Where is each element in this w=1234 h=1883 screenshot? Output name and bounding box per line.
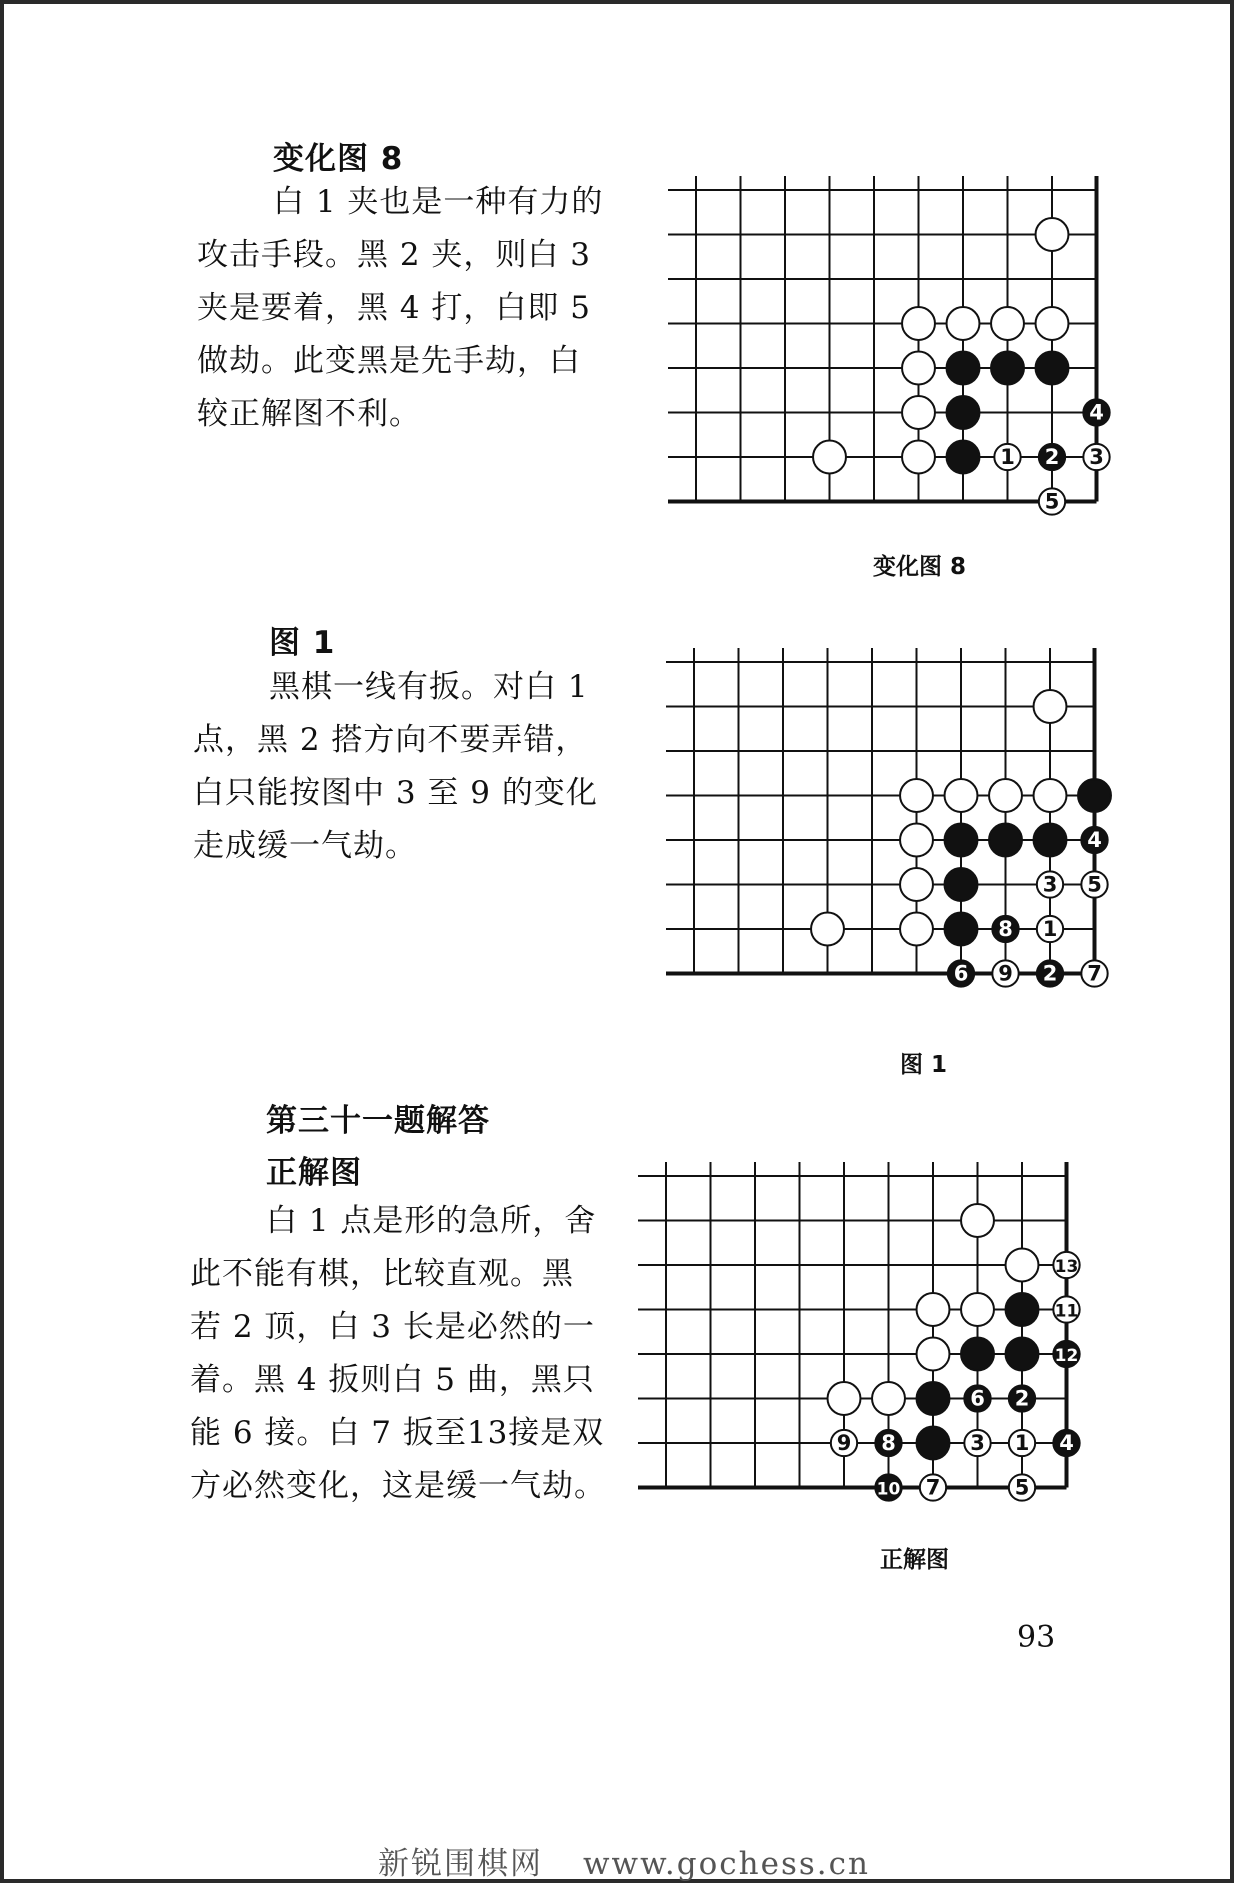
move-number-label: 1	[1000, 445, 1015, 469]
move-number-label: 6	[953, 961, 969, 986]
caption-variation-8: 变化图 8	[873, 554, 967, 580]
white-stone	[1009, 1430, 1035, 1456]
stone-circle	[917, 1293, 950, 1326]
black-stone	[1006, 1338, 1039, 1371]
move-number-label: 4	[1059, 1431, 1074, 1455]
black-stone	[875, 1474, 901, 1500]
move-number-label: 7	[925, 1475, 941, 1500]
white-stone	[917, 1293, 950, 1326]
white-stone	[964, 1430, 990, 1456]
move-number-label: 8	[881, 1431, 896, 1455]
move-number-label: 3	[970, 1431, 985, 1455]
white-stone	[961, 1293, 994, 1326]
caption-correct-solution: 正解图	[880, 1547, 949, 1573]
stone-circle	[828, 1382, 861, 1415]
move-number-label: 9	[836, 1431, 852, 1455]
text-line: 此不能有棋，比较直观。黑	[190, 1256, 574, 1292]
stone-circle	[917, 1382, 950, 1415]
heading-variation-8: 变化图 8	[273, 141, 404, 177]
stone-circle	[961, 1293, 994, 1326]
move-number-label: 11	[1054, 1301, 1079, 1322]
stone-circle	[1006, 1249, 1039, 1282]
move-number-label: 3	[1042, 872, 1058, 897]
text-line: 较正解图不利。	[197, 396, 421, 432]
text-line: 黑棋一线有扳。对白 1	[269, 669, 589, 705]
text-line: 若 2 顶，白 3 长是必然的一	[190, 1309, 595, 1345]
stone-circle	[961, 1338, 994, 1371]
text-line: 攻击手段。黑 2 夹，则白 3	[197, 237, 592, 273]
move-number-label: 2	[1044, 445, 1060, 469]
move-number-label: 2	[1042, 961, 1058, 986]
section-title: 第三十一题解答	[266, 1103, 490, 1139]
move-number-label: 9	[998, 961, 1013, 986]
footer-url: www.gochess.cn	[583, 1846, 870, 1882]
text-line: 着。黑 4 扳则白 5 曲，黑只	[190, 1362, 595, 1398]
white-stone	[1006, 1249, 1039, 1282]
black-stone	[1053, 1341, 1079, 1367]
move-number-label: 12	[1054, 1346, 1079, 1366]
move-number-label: 1	[1042, 917, 1058, 941]
move-number-label: 5	[1014, 1475, 1030, 1500]
white-stone	[831, 1430, 857, 1456]
black-stone	[964, 1385, 990, 1411]
move-number-label: 2	[1014, 1386, 1030, 1411]
text-line: 夹是要着，黑 4 打，白即 5	[197, 290, 592, 326]
white-stone	[1053, 1252, 1079, 1278]
move-number-label: 7	[1087, 961, 1102, 986]
white-stone	[961, 1204, 994, 1237]
stone-circle	[917, 1338, 950, 1371]
stone-circle	[1006, 1293, 1039, 1326]
page-number: 93	[1017, 1620, 1056, 1655]
text-line: 走成缓一气劫。	[193, 828, 417, 864]
move-number-label: 5	[1044, 489, 1060, 514]
move-number-label: 5	[1087, 872, 1102, 897]
heading-figure-1: 图 1	[269, 625, 336, 661]
caption-figure-1: 图 1	[900, 1052, 948, 1078]
stone-circle	[872, 1382, 905, 1415]
move-number-label: 1	[1014, 1431, 1030, 1455]
white-stone	[917, 1338, 950, 1371]
text-line: 方必然变化，这是缓一气劫。	[190, 1468, 606, 1504]
move-number-label: 8	[998, 917, 1013, 941]
heading-correct-solution: 正解图	[266, 1155, 362, 1191]
white-stone	[828, 1382, 861, 1415]
text-line: 点，黑 2 搭方向不要弄错，	[193, 722, 588, 758]
text-line: 白 1 点是形的急所，舍	[266, 1203, 597, 1239]
white-stone	[920, 1474, 946, 1500]
white-stone	[1009, 1474, 1035, 1500]
text-line: 白只能按图中 3 至 9 的变化	[193, 775, 598, 811]
black-stone	[875, 1430, 901, 1456]
footer-site-name: 新锐围棋网	[378, 1846, 543, 1882]
stone-circle	[917, 1427, 950, 1460]
move-number-label: 3	[1089, 445, 1104, 469]
move-number-label: 13	[1054, 1257, 1079, 1277]
move-number-label: 10	[876, 1479, 901, 1500]
stone-circle	[1006, 1338, 1039, 1371]
stone-circle	[961, 1204, 994, 1237]
white-stone	[872, 1382, 905, 1415]
footer-watermark	[378, 1838, 910, 1883]
black-stone	[1009, 1385, 1035, 1411]
move-number-label: 6	[970, 1386, 985, 1411]
black-stone	[917, 1382, 950, 1415]
move-number-label: 4	[1089, 400, 1104, 425]
text-line: 白 1 夹也是一种有力的	[273, 184, 604, 220]
text-line: 能 6 接。白 7 扳至13接是双	[190, 1415, 605, 1451]
white-stone	[1053, 1296, 1079, 1322]
black-stone	[917, 1427, 950, 1460]
black-stone	[1053, 1430, 1079, 1456]
black-stone	[1006, 1293, 1039, 1326]
black-stone	[961, 1338, 994, 1371]
move-number-label: 4	[1087, 828, 1102, 852]
text-line: 做劫。此变黑是先手劫，白	[197, 343, 581, 379]
